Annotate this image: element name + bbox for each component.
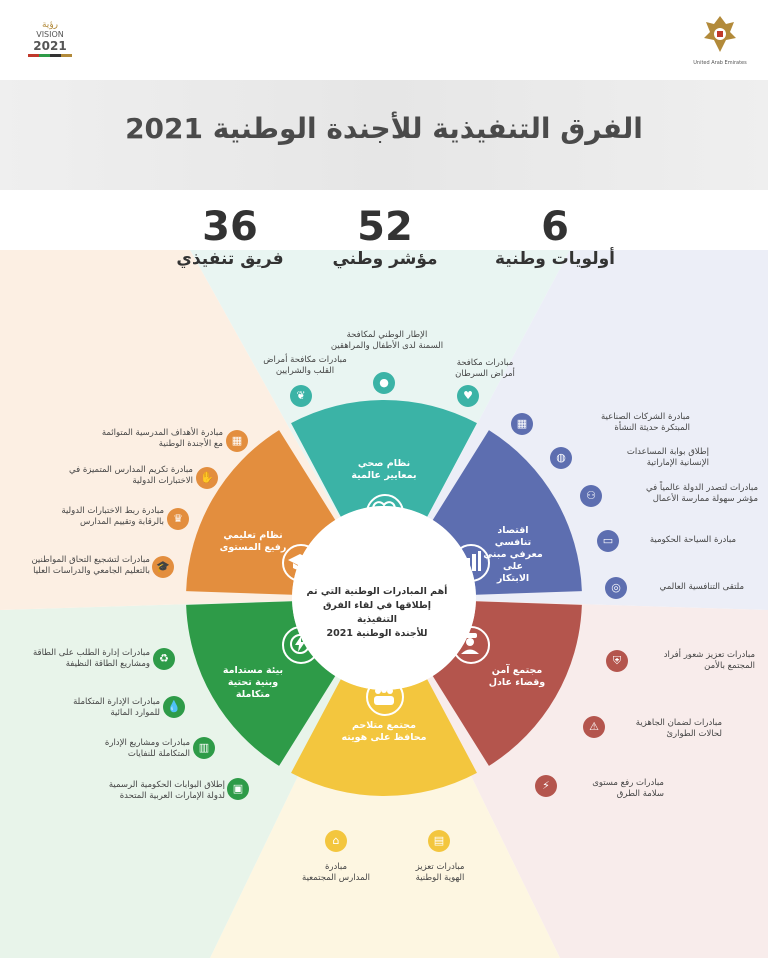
- business-people-icon: ⚇: [580, 485, 602, 507]
- id-card-icon: ▤: [428, 830, 450, 852]
- security-initiative-safety: [635, 650, 755, 672]
- trophy-icon: ♛: [167, 508, 189, 530]
- economy-initiative-business-ease: [608, 483, 758, 505]
- health-initiative-heart: [240, 355, 370, 377]
- ribbon-icon: ❦: [290, 385, 312, 407]
- security-initiative-safety-line2: المجتمع بالأمن: [704, 661, 755, 671]
- segment-education-title: [218, 530, 288, 554]
- community-school-icon: ⌂: [325, 830, 347, 852]
- health-initiative-obesity-line2: السمنة لدى الأطفال والمراهقين: [330, 341, 444, 351]
- center-caption-line3: للأجندة الوطنية 2021: [326, 628, 428, 639]
- segment-environment-line3: متكاملة: [235, 689, 271, 700]
- health-initiative-heart-line1: مبادرات مكافحة أمراض: [263, 355, 347, 365]
- edu-initiative-excellent-schools: [30, 465, 193, 487]
- economy-initiative-startups-line1: مبادرة الشركات الصناعية: [601, 412, 690, 422]
- security-initiative-roads-line2: سلامة الطرق: [616, 789, 664, 799]
- security-initiative-emergency-line2: لحالات الطوارئ: [666, 729, 722, 739]
- economy-initiative-business-ease-line2: مؤشر سهولة ممارسة الأعمال: [652, 494, 758, 504]
- env-initiative-water-line1: مبادرات الإدارة المتكاملة: [73, 697, 160, 707]
- edu-initiative-school-goals-line2: مع الأجندة الوطنية: [158, 439, 223, 449]
- economy-initiative-tourism: [626, 535, 736, 546]
- segment-environment-title: [218, 665, 288, 701]
- segment-society-line2: محافظ على هويته: [341, 732, 427, 743]
- env-initiative-waste: [60, 738, 190, 760]
- emblem-caption: United Arab Emirates: [693, 60, 747, 66]
- env-initiative-portals: [60, 780, 225, 802]
- env-initiative-water: [30, 697, 160, 719]
- stat-teams-label: فريق تنفيذي: [176, 249, 284, 269]
- economy-initiative-aid-portal-line2: الإنسانية الإماراتية: [646, 458, 709, 468]
- society-initiative-schools-line2: المدارس المجتمعية: [302, 873, 370, 883]
- segment-health-line2: بمعايير عالمية: [351, 470, 417, 481]
- segment-economy-line3: الابتكار: [496, 573, 530, 584]
- security-initiative-emergency-line1: مبادرات لضمان الجاهزية: [635, 718, 722, 728]
- economy-initiative-startups: [540, 412, 690, 434]
- segment-environment-line2: وبنية تحتية: [227, 677, 279, 688]
- vision-logo-year: 2021: [33, 39, 67, 53]
- economy-initiative-aid-portal: [579, 447, 709, 469]
- segment-environment-line1: بيئة مستدامة: [222, 665, 284, 676]
- economy-initiative-business-ease-line1: مبادرات لتصدر الدولة عالمياً في: [646, 483, 758, 493]
- health-initiative-obesity-line1: الإطار الوطني لمكافحة: [346, 330, 428, 340]
- police-officer-icon: [458, 631, 482, 655]
- economy-initiative-forum: [634, 582, 744, 593]
- stat-indicators-label: مؤشر وطني: [332, 249, 438, 269]
- health-initiative-cancer-line1: مبادرات مكافحة: [456, 358, 514, 368]
- health-initiative-obesity: [322, 330, 452, 352]
- tourism-bus-icon: ▭: [597, 530, 619, 552]
- center-caption-line1: أهم المبادرات الوطنية التي تم: [306, 586, 448, 597]
- center-caption-line2: إطلاقها في لقاء الفرق التنفيذية: [322, 600, 432, 625]
- shield-icon: ⛨: [606, 650, 628, 672]
- heartbeat-icon: [371, 501, 397, 523]
- health-initiative-cancer: [420, 358, 550, 380]
- vision-logo-arabic: رؤية: [41, 20, 59, 30]
- stat-priorities-label: أولويات وطنية: [495, 249, 615, 269]
- segment-economy-line1: اقتصاد تنافسي: [494, 525, 532, 548]
- stat-teams-number: 36: [202, 204, 258, 250]
- car-crash-icon: ⚡: [535, 775, 557, 797]
- people-group-icon: [371, 685, 397, 707]
- segment-education-line1: نظام تعليمي: [223, 530, 283, 541]
- security-initiative-safety-line1: مبادرات تعزيز شعور أفراد: [663, 650, 755, 660]
- vision-logo-word: VISION: [36, 30, 64, 39]
- handshake-icon: ✋: [196, 467, 218, 489]
- heart-icon: ♥: [457, 385, 479, 407]
- segment-security-line1: مجتمع آمن: [491, 665, 543, 676]
- security-initiative-roads: [564, 778, 664, 800]
- edu-initiative-excellent-schools-line2: الاختبارات الدولية: [132, 476, 193, 486]
- society-initiative-identity-line1: مبادرات تعزيز: [415, 862, 465, 872]
- society-initiative-identity-line2: الهوية الوطنية: [415, 873, 465, 883]
- segment-economy-line2: معرفي مبني على: [483, 549, 543, 572]
- edu-initiative-tests-link-line1: مبادرة ربط الاختبارات الدولية: [61, 506, 164, 516]
- edu-initiative-school-goals-line1: مبادرة الأهداف المدرسية المتوائمة: [101, 428, 223, 438]
- segment-health-line1: نظام صحي: [357, 458, 411, 469]
- env-initiative-waste-line1: مبادرات ومشاريع الإدارة: [104, 738, 190, 748]
- graduation-hat-icon: 🎓: [152, 556, 174, 578]
- edu-initiative-school-goals: [65, 428, 223, 450]
- edu-initiative-tests-link-line2: بالرقابة وتقييم المدارس: [80, 517, 164, 527]
- factory-icon: ▦: [511, 413, 533, 435]
- stat-indicators-number: 52: [357, 204, 413, 250]
- economy-initiative-tourism-line1: مبادرة السياحة الحكومية: [649, 535, 736, 545]
- society-initiative-schools-line1: مبادرة: [324, 862, 348, 872]
- segment-security-title: [482, 665, 552, 689]
- forum-globe-icon: ◎: [605, 577, 627, 599]
- body-figure-icon: ●: [373, 372, 395, 394]
- water-drop-icon: 💧: [163, 696, 185, 718]
- env-initiative-energy-line2: ومشاريع الطاقة النظيفة: [65, 659, 150, 669]
- edu-initiative-university-line2: بالتعليم الجامعي والدراسات العليا: [33, 566, 150, 576]
- segment-health-title: [339, 458, 429, 482]
- waste-bin-icon: ▥: [193, 737, 215, 759]
- segment-society-line1: مجتمع متلاحم: [351, 720, 417, 731]
- env-initiative-energy-line1: مبادرات إدارة الطلب على الطاقة: [32, 648, 150, 658]
- edu-initiative-university-line1: مبادرات لتشجيع التحاق المواطنين: [31, 555, 150, 565]
- society-initiative-schools: [271, 862, 401, 884]
- env-initiative-water-line2: للموارد المائية: [110, 708, 160, 718]
- edu-initiative-university: [5, 555, 150, 577]
- edu-initiative-excellent-schools-line1: مبادرة تكريم المدارس المتميزة في: [68, 465, 193, 475]
- stat-priorities-number: 6: [541, 204, 569, 250]
- segment-society-title: [339, 720, 429, 744]
- segment-security-line2: وقضاء عادل: [488, 677, 546, 688]
- web-portal-icon: ▣: [227, 778, 249, 800]
- school-building-icon: ▦: [226, 430, 248, 452]
- security-initiative-roads-line1: مبادرات رفع مستوى: [592, 778, 664, 788]
- page-title: الفرق التنفيذية للأجندة الوطنية 2021: [125, 112, 643, 145]
- segment-economy-title: [478, 525, 548, 585]
- economy-initiative-aid-portal-line1: إطلاق بوابة المساعدات: [626, 447, 709, 457]
- env-initiative-portals-line2: لدولة الإمارات العربية المتحدة: [119, 791, 225, 801]
- security-initiative-emergency: [612, 718, 722, 740]
- env-initiative-portals-line1: إطلاق البوابات الحكومية الرسمية: [108, 780, 225, 790]
- env-initiative-waste-line2: المتكاملة للنفايات: [127, 749, 190, 759]
- economy-initiative-forum-line1: ملتقى التنافسية العالمي: [659, 582, 744, 592]
- health-initiative-heart-line2: القلب والشرايين: [275, 366, 335, 376]
- emergency-siren-icon: ⚠: [583, 716, 605, 738]
- economy-initiative-startups-line2: المبتكرة حديثة النشأة: [614, 423, 690, 433]
- segment-education-line2: رفيع المستوى: [219, 542, 287, 553]
- env-initiative-energy: [5, 648, 150, 670]
- health-initiative-cancer-line2: أمراض السرطان: [455, 369, 515, 379]
- aid-globe-icon: ◍: [550, 447, 572, 469]
- center-caption: [302, 585, 452, 641]
- graduation-cap-icon: [287, 551, 313, 573]
- recycle-energy-icon: ♻: [153, 648, 175, 670]
- edu-initiative-tests-link: [20, 506, 164, 528]
